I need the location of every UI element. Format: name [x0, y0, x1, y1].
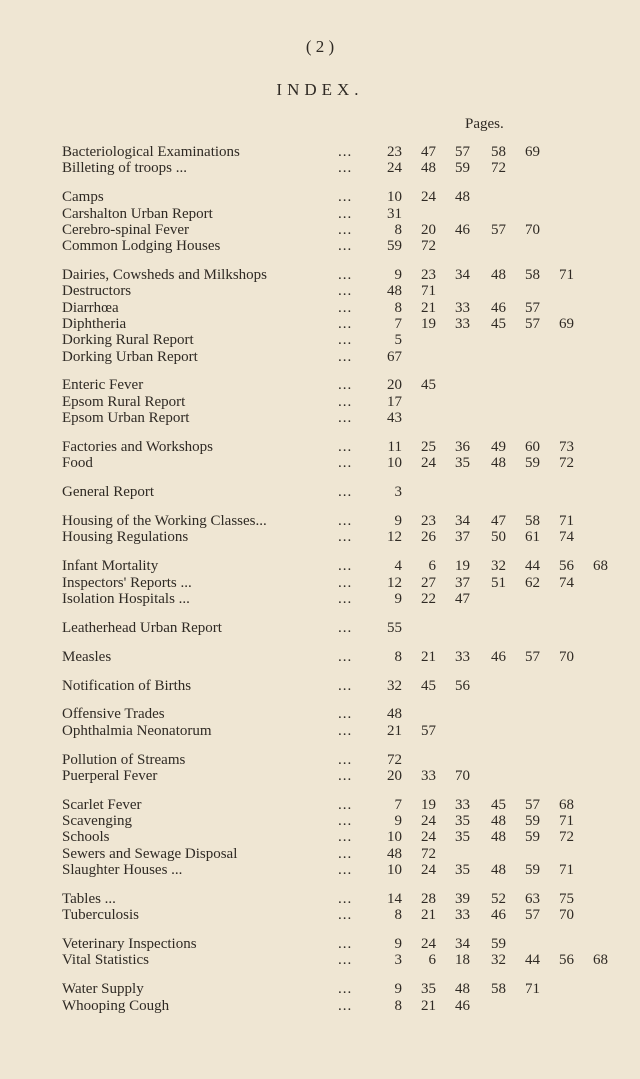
page-reference: 68 — [593, 558, 608, 575]
index-entry-label: Dorking Urban Report — [62, 348, 198, 365]
page-number: ( 2 ) — [305, 37, 335, 56]
page-reference: 71 — [559, 513, 574, 529]
page-reference: 6 — [428, 952, 436, 969]
page-reference: 12 — [387, 529, 402, 546]
index-entry-label: Veterinary Inspections — [62, 936, 197, 953]
page-reference: 21 — [421, 299, 436, 316]
index-entry-label: Vital Statistics — [62, 952, 150, 969]
page-reference: 56 — [455, 677, 470, 694]
page-reference: 59 — [525, 455, 540, 472]
index-entry-leader: ... — [338, 299, 353, 316]
page-reference: 9 — [394, 981, 402, 998]
page-reference: 35 — [455, 813, 470, 830]
page-reference: 7 — [394, 796, 402, 813]
page-reference: 33 — [455, 315, 470, 332]
page-reference: 23 — [421, 513, 436, 529]
page-reference: 71 — [525, 981, 540, 998]
index-entry-leader: ... — [338, 144, 353, 160]
page-reference: 37 — [455, 529, 470, 546]
index-entry-leader: ... — [338, 845, 353, 862]
page-reference: 57 — [525, 299, 540, 316]
page-reference: 48 — [491, 862, 506, 878]
page-reference: 59 — [525, 813, 540, 830]
page-reference: 17 — [387, 393, 402, 410]
index-entry-label: Schools — [62, 829, 110, 846]
page-reference: 12 — [387, 574, 402, 591]
page-reference: 20 — [387, 377, 402, 394]
index-entry-leader: ... — [338, 377, 353, 394]
index-entry-leader: ... — [338, 348, 353, 365]
index-entry — [62, 648, 622, 666]
page-reference: 32 — [491, 558, 506, 575]
index-entry — [62, 376, 622, 394]
index-entry — [62, 796, 622, 814]
index-entry-leader: ... — [338, 890, 353, 907]
index-entry — [62, 483, 622, 501]
index-entry-leader: ... — [338, 722, 353, 739]
page-reference: 9 — [394, 936, 402, 953]
index-entry-label: Measles — [62, 648, 112, 665]
page-reference: 52 — [491, 890, 506, 907]
index-entry-label: Offensive Trades — [62, 706, 165, 723]
index-entry-label: Ophthalmia Neonatorum — [62, 722, 212, 739]
page-reference: 70 — [455, 767, 470, 784]
index-entry — [62, 159, 622, 177]
index-entry-leader: ... — [338, 677, 353, 694]
index-entry-label: Tuberculosis — [62, 907, 139, 924]
index-entry-leader: ... — [338, 315, 353, 332]
page-reference: 33 — [421, 767, 436, 784]
index-entry-leader: ... — [338, 160, 353, 177]
index-entry-label: Epsom Urban Report — [62, 410, 190, 426]
page-reference: 24 — [421, 813, 436, 830]
index-entry-label: Camps — [62, 189, 104, 206]
index-entry-label: Sewers and Sewage Disposal — [62, 845, 238, 862]
page-reference: 6 — [428, 558, 436, 575]
index-entry-leader: ... — [338, 332, 353, 349]
index-entry — [62, 861, 622, 879]
index-entry — [62, 393, 622, 411]
page-reference: 36 — [455, 438, 470, 455]
page-reference: 27 — [421, 574, 436, 591]
page-reference: 35 — [455, 455, 470, 472]
index-entry — [62, 282, 622, 300]
page-reference: 9 — [394, 813, 402, 830]
page-reference: 58 — [525, 513, 540, 529]
page-reference: 21 — [387, 722, 402, 739]
index-entry-leader: ... — [338, 706, 353, 723]
page-reference: 47 — [491, 513, 506, 529]
index-entry-leader: ... — [338, 438, 353, 455]
index-entry-label: Scarlet Fever — [62, 796, 142, 813]
page-reference: 35 — [455, 829, 470, 846]
page-reference: 57 — [491, 221, 506, 238]
page-reference: 59 — [525, 829, 540, 846]
page-reference: 20 — [421, 221, 436, 238]
index-entry-label: Diphtheria — [62, 315, 127, 332]
index-entry-leader: ... — [338, 619, 353, 636]
page-reference: 7 — [394, 315, 402, 332]
page-reference: 48 — [387, 706, 402, 723]
page-reference: 9 — [394, 590, 402, 607]
index-entry — [62, 205, 622, 223]
page-reference: 37 — [455, 574, 470, 591]
index-entry — [62, 512, 622, 530]
index-entry-leader: ... — [338, 862, 353, 878]
page-reference: 48 — [387, 283, 402, 300]
page-reference: 4 — [394, 558, 402, 575]
index-entry-label: Destructors — [62, 283, 132, 300]
index-entry-leader: ... — [338, 574, 353, 591]
page-reference: 62 — [525, 574, 540, 591]
page-reference: 3 — [394, 952, 402, 969]
page-reference: 60 — [525, 438, 540, 455]
index-entry-leader: ... — [338, 751, 353, 768]
page-reference: 8 — [394, 221, 402, 238]
index-entry-leader: ... — [338, 590, 353, 607]
index-entry — [62, 188, 622, 206]
page-reference: 72 — [387, 751, 402, 768]
index-entry-label: Cerebro-spinal Fever — [62, 221, 190, 238]
page-reference: 57 — [525, 648, 540, 665]
index-entry-label: Isolation Hospitals ... — [62, 590, 190, 607]
index-entry-label: Leatherhead Urban Report — [62, 619, 222, 636]
page-reference: 55 — [387, 619, 402, 636]
index-entry-leader: ... — [338, 238, 353, 255]
index-entry — [62, 221, 622, 239]
page-reference: 46 — [455, 997, 470, 1014]
page-reference: 71 — [559, 267, 574, 283]
page-reference: 72 — [559, 455, 574, 472]
index-entry — [62, 299, 622, 317]
page-reference: 45 — [421, 677, 436, 694]
page-reference: 23 — [421, 267, 436, 283]
page-reference: 33 — [455, 299, 470, 316]
index-entry — [62, 906, 622, 924]
page-reference: 44 — [525, 952, 540, 969]
index-entry-label: Dairies, Cowsheds and Milkshops — [62, 267, 267, 283]
index-entry-label: Inspectors' Reports ... — [62, 574, 192, 591]
page-reference: 48 — [387, 845, 402, 862]
index-entry-leader: ... — [338, 829, 353, 846]
page-reference: 19 — [421, 796, 436, 813]
index-entry-leader: ... — [338, 189, 353, 206]
page-reference: 63 — [525, 890, 540, 907]
index-entry-leader: ... — [338, 936, 353, 953]
page-reference: 28 — [421, 890, 436, 907]
index-entry-leader: ... — [338, 767, 353, 784]
index-entry-label: Housing Regulations — [62, 529, 189, 546]
index-entry — [62, 348, 622, 366]
page-reference: 33 — [455, 796, 470, 813]
page-reference: 34 — [455, 513, 470, 529]
page-reference: 46 — [455, 221, 470, 238]
page-reference: 48 — [455, 981, 470, 998]
index-entry — [62, 331, 622, 349]
page-reference: 33 — [455, 907, 470, 924]
page-reference: 45 — [421, 377, 436, 394]
page-reference: 56 — [559, 558, 574, 575]
index-entry-leader: ... — [338, 952, 353, 969]
page-reference: 8 — [394, 997, 402, 1014]
page-reference: 24 — [421, 829, 436, 846]
index-entry — [62, 997, 622, 1015]
page-reference: 48 — [491, 455, 506, 472]
page-reference: 46 — [491, 648, 506, 665]
index-entry — [62, 951, 622, 969]
page-reference: 69 — [559, 315, 574, 332]
index-entry-leader: ... — [338, 981, 353, 998]
index-entry — [62, 619, 622, 637]
page-reference: 26 — [421, 529, 436, 546]
page-reference: 34 — [455, 267, 470, 283]
page-reference: 69 — [525, 144, 540, 160]
page-reference: 59 — [387, 238, 402, 255]
page-reference: 9 — [394, 513, 402, 529]
page-reference: 58 — [525, 267, 540, 283]
index-entry — [62, 751, 622, 769]
page-reference: 3 — [394, 484, 402, 501]
page-reference: 71 — [421, 283, 436, 300]
index-entry-label: Billeting of troops ... — [62, 160, 187, 177]
index-entry — [62, 315, 622, 333]
page-reference: 71 — [559, 813, 574, 830]
index-entry-label: Pollution of Streams — [62, 751, 186, 768]
page-reference: 70 — [559, 648, 574, 665]
page-reference: 8 — [394, 907, 402, 924]
index-entry — [62, 677, 622, 695]
page-reference: 9 — [394, 267, 402, 283]
index-entry-label: Tables ... — [62, 890, 116, 907]
page-reference: 50 — [491, 529, 506, 546]
page-reference: 71 — [559, 862, 574, 878]
page-reference: 39 — [455, 890, 470, 907]
page-reference: 25 — [421, 438, 436, 455]
index-entry-leader: ... — [338, 997, 353, 1014]
page-reference: 10 — [387, 829, 402, 846]
index-entry-leader: ... — [338, 513, 353, 529]
page-reference: 20 — [387, 767, 402, 784]
index-entry — [62, 705, 622, 723]
page-reference: 31 — [387, 205, 402, 222]
index-entry-label: Housing of the Working Classes... — [62, 513, 267, 529]
page-reference: 18 — [455, 952, 470, 969]
index-entry-label: Notification of Births — [62, 677, 192, 694]
index-entry-leader: ... — [338, 393, 353, 410]
index-entry — [62, 438, 622, 456]
index-entry-label: Scavenging — [62, 813, 132, 830]
page-reference: 72 — [559, 829, 574, 846]
page-reference: 46 — [491, 299, 506, 316]
index-entry — [62, 143, 622, 161]
index-entry — [62, 935, 622, 953]
page-reference: 51 — [491, 574, 506, 591]
index-entry-leader: ... — [338, 796, 353, 813]
page-reference: 70 — [525, 221, 540, 238]
index-entry — [62, 845, 622, 863]
page-reference: 34 — [455, 936, 470, 953]
index-entry-leader: ... — [338, 283, 353, 300]
page-reference: 68 — [559, 796, 574, 813]
index-entry-label: Puerperal Fever — [62, 767, 158, 784]
index-entry — [62, 266, 622, 284]
page-reference: 47 — [455, 590, 470, 607]
page-reference: 48 — [455, 189, 470, 206]
index-entry-label: Infant Mortality — [62, 558, 159, 575]
page-reference: 47 — [421, 144, 436, 160]
page-reference: 21 — [421, 907, 436, 924]
page-reference: 32 — [491, 952, 506, 969]
page-reference: 48 — [491, 813, 506, 830]
page-reference: 58 — [491, 144, 506, 160]
page-reference: 73 — [559, 438, 574, 455]
index-entry — [62, 828, 622, 846]
page-reference: 19 — [455, 558, 470, 575]
index-entry-label: Diarrhœa — [62, 299, 119, 316]
index-entry-label: Carshalton Urban Report — [62, 205, 213, 222]
index-entry-leader: ... — [338, 410, 353, 426]
page-reference: 67 — [387, 348, 402, 365]
index-entry — [62, 890, 622, 908]
page-reference: 74 — [559, 574, 574, 591]
page-reference: 10 — [387, 862, 402, 878]
page-reference: 45 — [491, 796, 506, 813]
page-reference: 59 — [455, 160, 470, 177]
page-reference: 45 — [491, 315, 506, 332]
page-reference: 57 — [525, 796, 540, 813]
index-entry-leader: ... — [338, 907, 353, 924]
page-reference: 35 — [421, 981, 436, 998]
index-entry — [62, 590, 622, 608]
page-reference: 24 — [421, 936, 436, 953]
index-entry-leader: ... — [338, 205, 353, 222]
index-entry — [62, 557, 622, 575]
page-reference: 14 — [387, 890, 402, 907]
page-reference: 59 — [491, 936, 506, 953]
page-reference: 61 — [525, 529, 540, 546]
index-entry-label: Enteric Fever — [62, 377, 144, 394]
index-entry-label: Whooping Cough — [62, 997, 170, 1014]
page-reference: 24 — [421, 189, 436, 206]
page-reference: 46 — [491, 907, 506, 924]
page-reference: 24 — [421, 455, 436, 472]
index-entry — [62, 812, 622, 830]
index-entry — [62, 980, 622, 998]
page-reference: 74 — [559, 529, 574, 546]
index-entry — [62, 722, 622, 740]
page-reference: 32 — [387, 677, 402, 694]
index-entry — [62, 237, 622, 255]
page-reference: 58 — [491, 981, 506, 998]
index-entry-label: Factories and Workshops — [62, 438, 213, 455]
page-reference: 56 — [559, 952, 574, 969]
index-entry-label: Epsom Rural Report — [62, 393, 186, 410]
index-entry — [62, 767, 622, 785]
index-entry-leader: ... — [338, 813, 353, 830]
index-entry-label: Common Lodging Houses — [62, 238, 221, 255]
page-reference: 10 — [387, 455, 402, 472]
page-reference: 11 — [387, 438, 402, 455]
index-entry-label: General Report — [62, 484, 155, 501]
index-entry-leader: ... — [338, 455, 353, 472]
page-reference: 49 — [491, 438, 506, 455]
page-reference: 72 — [421, 238, 436, 255]
page-reference: 24 — [421, 862, 436, 878]
index-entry-label: Bacteriological Examinations — [62, 144, 240, 160]
index-entry-label: Slaughter Houses ... — [62, 862, 183, 878]
index-entry — [62, 454, 622, 472]
index-entry — [62, 409, 622, 427]
index-entry-label: Dorking Rural Report — [62, 332, 194, 349]
page-reference: 72 — [421, 845, 436, 862]
index-entry-label: Food — [62, 455, 93, 472]
page-reference: 48 — [421, 160, 436, 177]
index-entry — [62, 574, 622, 592]
page-reference: 43 — [387, 410, 402, 426]
page-reference: 59 — [525, 862, 540, 878]
page-reference: 48 — [491, 267, 506, 283]
index-entry-leader: ... — [338, 484, 353, 501]
page-reference: 21 — [421, 997, 436, 1014]
page-reference: 57 — [455, 144, 470, 160]
index-entry-leader: ... — [338, 221, 353, 238]
page-reference: 5 — [394, 332, 402, 349]
page-reference: 57 — [421, 722, 436, 739]
page-reference: 24 — [387, 160, 402, 177]
page-reference: 10 — [387, 189, 402, 206]
page-reference: 70 — [559, 907, 574, 924]
page-reference: 57 — [525, 315, 540, 332]
page-reference: 35 — [455, 862, 470, 878]
page-reference: 68 — [593, 952, 608, 969]
page-reference: 23 — [387, 144, 402, 160]
page-reference: 57 — [525, 907, 540, 924]
index-entry-leader: ... — [338, 267, 353, 283]
index-entry — [62, 528, 622, 546]
index-entry-leader: ... — [338, 558, 353, 575]
page-reference: 72 — [491, 160, 506, 177]
page-reference: 19 — [421, 315, 436, 332]
page-reference: 21 — [421, 648, 436, 665]
index-entry-leader: ... — [338, 529, 353, 546]
page-reference: 8 — [394, 299, 402, 316]
pages-column-header: Pages. — [465, 116, 504, 132]
index-entry-leader: ... — [338, 648, 353, 665]
page-reference: 48 — [491, 829, 506, 846]
page-reference: 33 — [455, 648, 470, 665]
page-title: INDEX. — [276, 80, 364, 99]
index-entry-label: Water Supply — [62, 981, 144, 998]
page-reference: 8 — [394, 648, 402, 665]
page-reference: 44 — [525, 558, 540, 575]
page-reference: 75 — [559, 890, 574, 907]
page-reference: 22 — [421, 590, 436, 607]
